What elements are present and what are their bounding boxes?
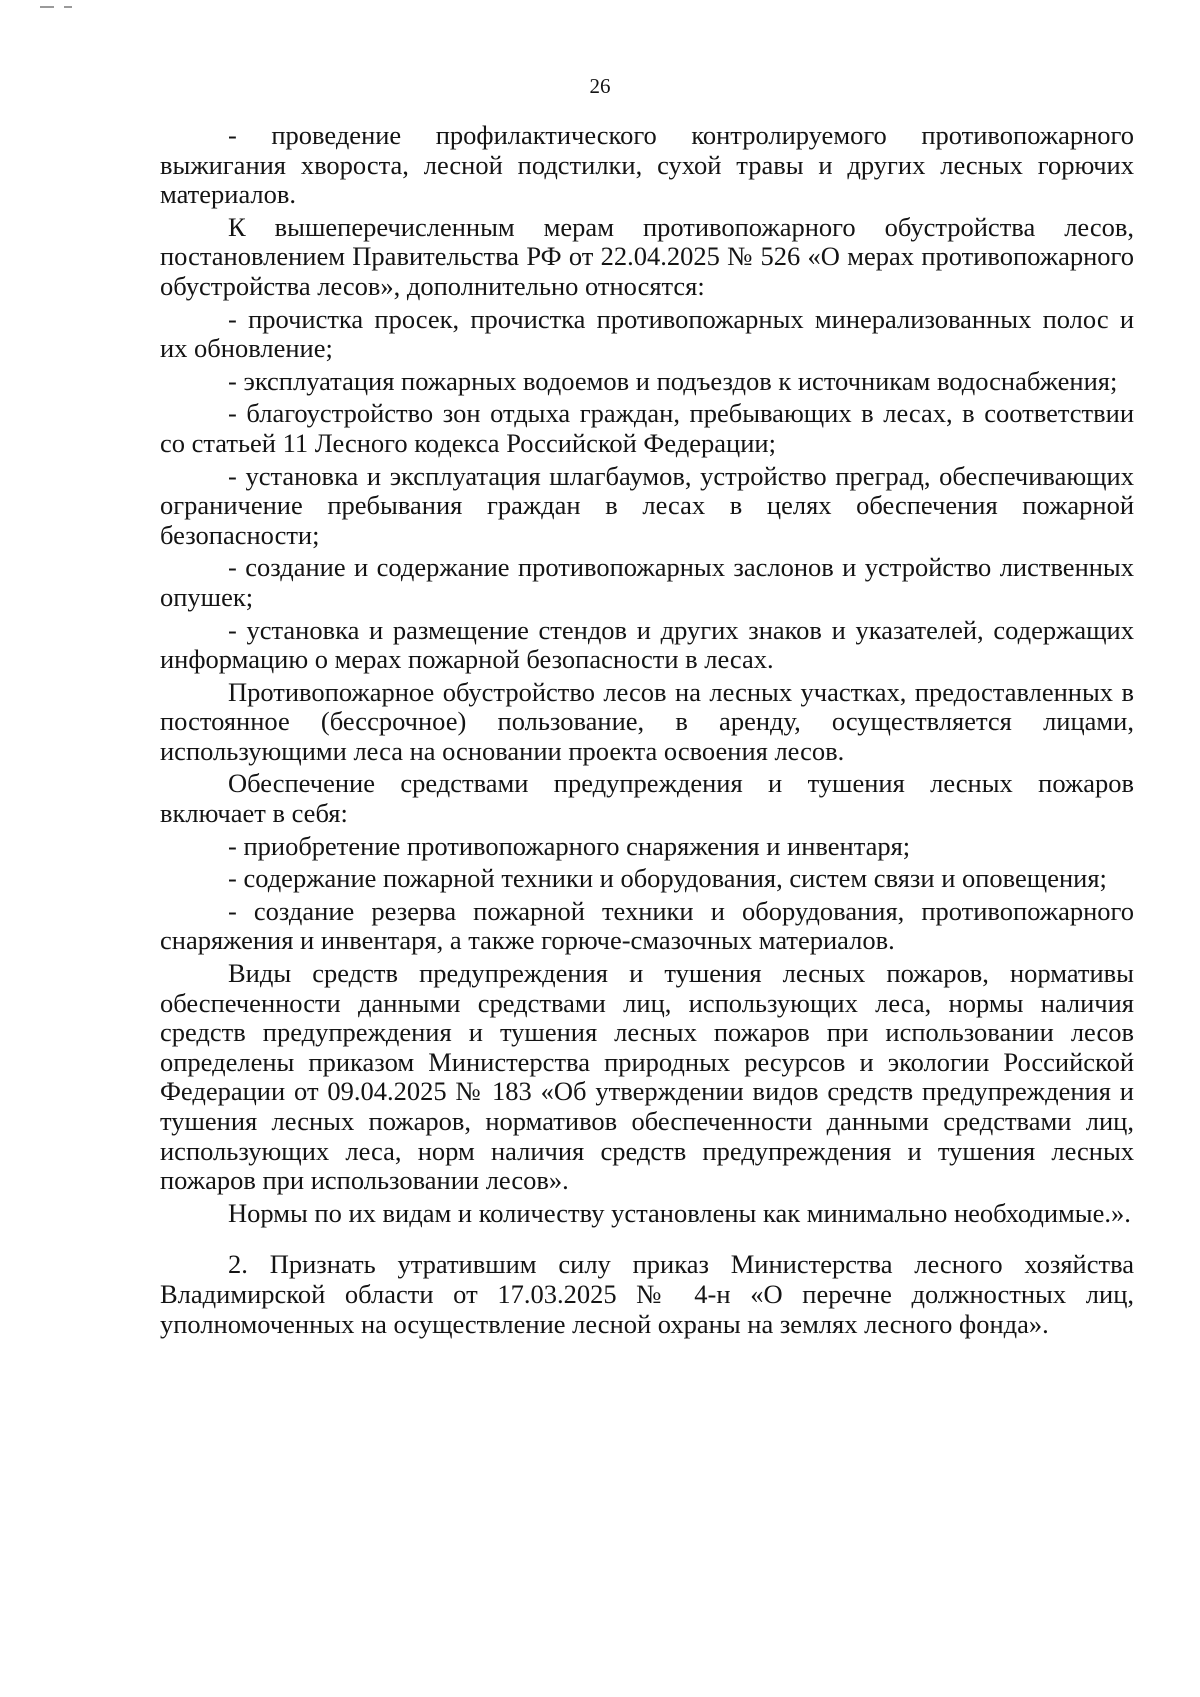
paragraph-list-item: - создание резерва пожарной техники и оборудования, противопожарного снаряжения и инвентаря, а также горюче-смазочных материалов. (160, 895, 1134, 956)
paragraph-list-item: - создание и содержание противопожарных заслонов и устройство лиственных опушек; (160, 552, 1134, 612)
paragraph-list-item: - содержание пожарной техники и оборудования, систем связи и оповещения; (228, 863, 1107, 894)
paragraph: Виды средств предупреждения и тушения лесных пожаров, нормативы обеспеченности данными средствами лиц, использующих леса, нормы наличия средств предупреждения и тушения лесных пожаров при использовании лесов определены приказом Министерства природных ресурсов и экологии Российской Федерации от 09.04.2025 № 183 «Об утверждении видов средств предупреждения и тушения лесных пожаров, нормативов обеспеченности данными средствами лиц, использующих леса, норм наличия средств предупреждения и тушения лесных пожаров при использовании лесов». (160, 958, 1134, 1196)
scan-mark (64, 6, 72, 8)
page-number: 26 (589, 74, 611, 98)
section-paragraph: 2. Признать утратившим силу приказ Министерства лесного хозяйства Владимирской области от 17.03.2025 № 4-н «О перечне должностных лиц, уполномоченных на осуществление лесной охраны на землях лесного фонда». (160, 1249, 1134, 1339)
document-body (160, 121, 1134, 1342)
paragraph-list-item: - приобретение противопожарного снаряжения и инвентаря; (228, 830, 911, 861)
scan-mark (40, 6, 54, 8)
paragraph: Нормы по их видам и количеству установлены как минимально необходимые.». (228, 1197, 1131, 1228)
paragraph-list-item: - прочистка просек, прочистка противопожарных минерализованных полос и их обновление; (160, 303, 1134, 364)
paragraph: Противопожарное обустройство лесов на лесных участках, предоставленных в постоянное (бессрочное) пользование, в аренду, осуществляется лицами, использующими леса на основании проекта освоения лесов. (160, 676, 1134, 766)
paragraph-list-item: - благоустройство зон отдыха граждан, пребывающих в лесах, в соответствии со статьей 11 Лесного кодекса Российской Федерации; (160, 398, 1134, 458)
paragraph-list-item: - установка и эксплуатация шлагбаумов, устройство преград, обеспечивающих ограничение пребывания граждан в лесах в целях обеспечения пожарной безопасности; (160, 460, 1134, 550)
paragraph-list-item: - установка и размещение стендов и других знаков и указателей, содержащих информацию о мерах пожарной безопасности в лесах. (160, 614, 1134, 675)
paragraph-list-item: - проведение профилактического контролируемого противопожарного выжигания хвороста, лесной подстилки, сухой травы и других лесных горючих материалов. (160, 120, 1134, 210)
paragraph-list-item: - эксплуатация пожарных водоемов и подъездов к источникам водоснабжения; (228, 365, 1118, 396)
paragraph: К вышеперечисленным мерам противопожарного обустройства лесов, постановлением Правительства РФ от 22.04.2025 № 526 «О мерах противопожарного обустройства лесов», дополнительно относятся: (160, 211, 1134, 301)
paragraph: Обеспечение средствами предупреждения и тушения лесных пожаров включает в себя: (160, 768, 1134, 829)
